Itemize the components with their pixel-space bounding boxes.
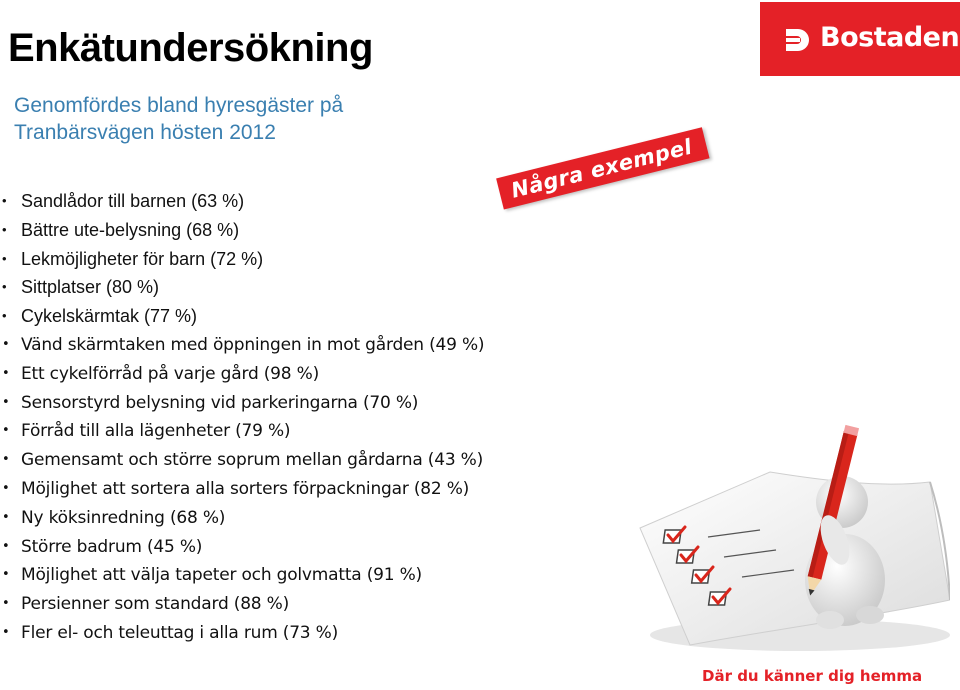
list-item: • Vänd skärmtaken med öppningen in mot gården (49 %) (0, 331, 484, 360)
list-item: • Cykelskärmtak (77 %) (0, 302, 484, 331)
list-item: • Sandlådor till barnen (63 %) (0, 187, 484, 216)
list-item: • Sittplatser (80 %) (0, 273, 484, 302)
list-item: • Ny köksinredning (68 %) (0, 504, 484, 533)
list-item: • Ett cykelförråd på varje gård (98 %) (0, 360, 484, 389)
list-item: • Fler el- och teleuttag i alla rum (73 %) (0, 619, 484, 648)
list-item: • Bättre ute-belysning (68 %) (0, 216, 484, 245)
list-item: • Möjlighet att sortera alla sorters förpackningar (82 %) (0, 475, 484, 504)
page-title: Enkätundersökning (8, 26, 373, 70)
list-item: • Sensorstyrd belysning vid parkeringarna (70 %) (0, 389, 484, 418)
list-item: • Större badrum (45 %) (0, 533, 484, 562)
list-item: • Persienner som standard (88 %) (0, 590, 484, 619)
logo-text: Bostaden (820, 22, 960, 53)
survey-results-list (0, 187, 484, 648)
bostaden-b-mark-icon (784, 27, 814, 53)
subtitle-line-2: Tranbärsvägen hösten 2012 (14, 121, 276, 144)
footer-tagline: Där du känner dig hemma (702, 667, 923, 685)
page-subtitle (14, 92, 343, 146)
checklist-figure-with-pencil-icon (630, 410, 950, 660)
examples-stamp (496, 127, 709, 209)
list-item: • Gemensamt och större soprum mellan gårdarna (43 %) (0, 446, 484, 475)
list-item: • Lekmöjligheter för barn (72 %) (0, 245, 484, 274)
subtitle-line-1: Genomfördes bland hyresgäster på (14, 94, 344, 117)
bostaden-logo (760, 2, 960, 76)
stamp-text: Några exempel (508, 134, 695, 203)
list-item: • Möjlighet att välja tapeter och golvmatta (91 %) (0, 561, 484, 590)
list-item: • Förråd till alla lägenheter (79 %) (0, 417, 484, 446)
